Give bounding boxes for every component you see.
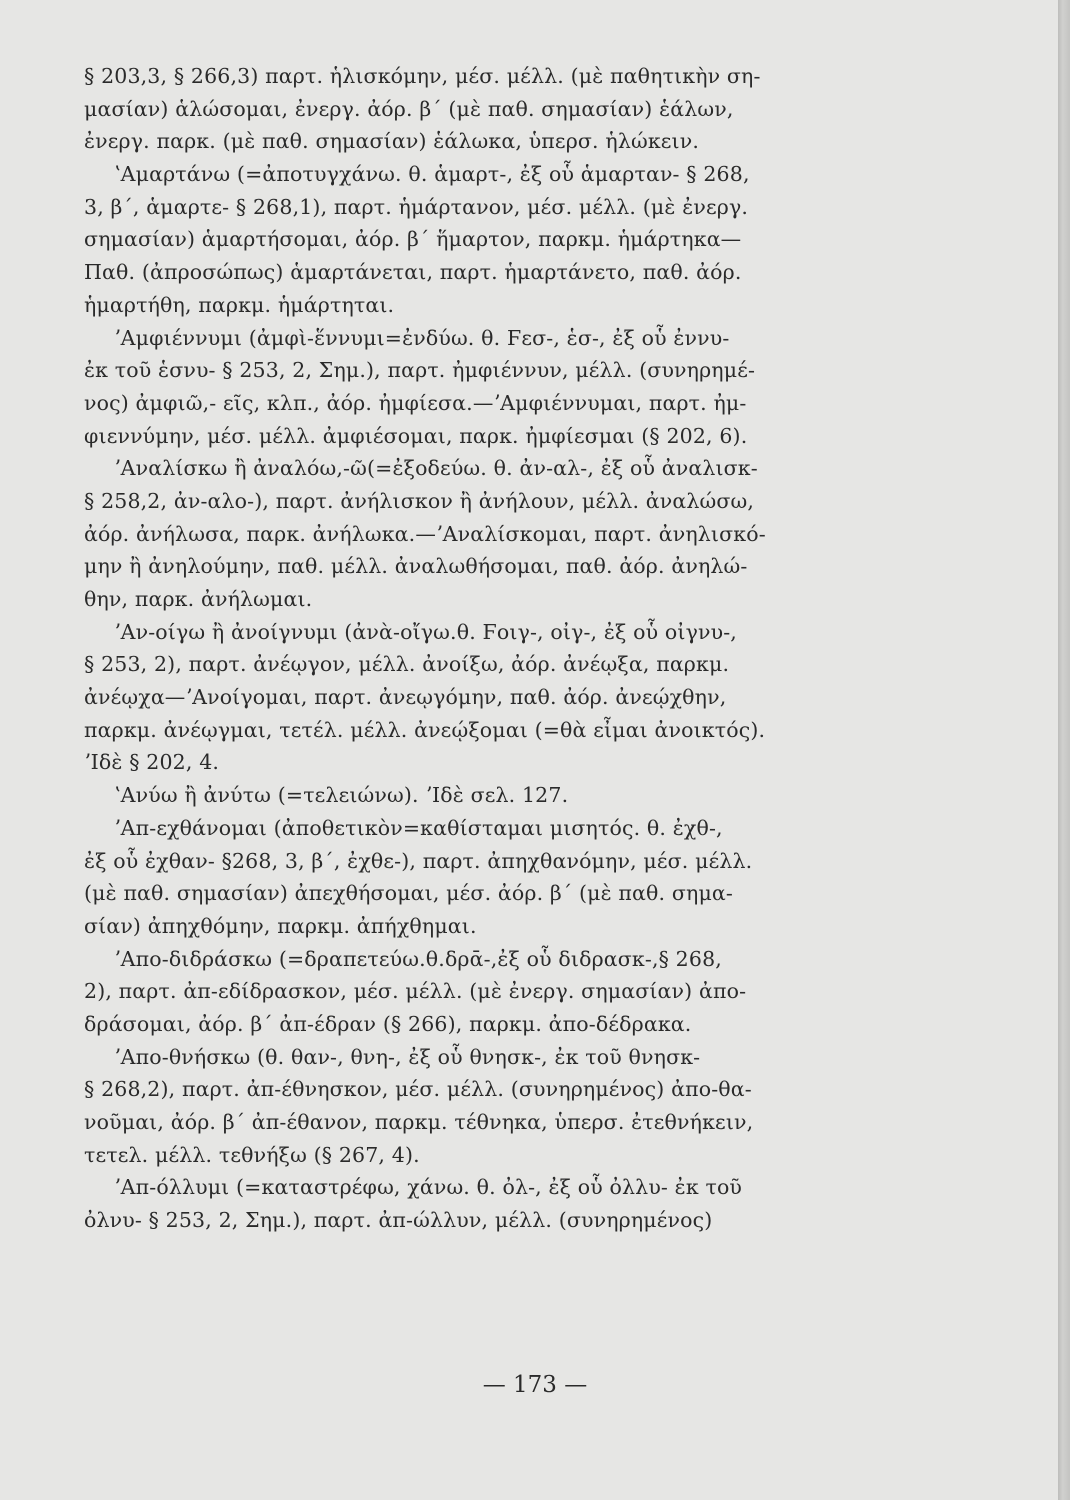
text-line: ʼΑπ-εχθάνομαι (ἀποθετικὸν=καθίσταμαι μισητός. θ. ἐχθ-,: [114, 815, 723, 840]
text-line: μασίαν) ἁλώσομαι, ἐνεργ. ἀόρ. β΄ (μὲ παθ. σημασίαν) ἑάλων,: [84, 96, 734, 121]
text-line: μην ἢ ἀνηλούμην, παθ. μέλλ. ἀναλωθήσομαι, παθ. ἀόρ. ἀνηλώ-: [84, 554, 748, 579]
text-line: § 253, 2), παρτ. ἀνέῳγον, μέλλ. ἀνοίξω, ἀόρ. ἀνέῳξα, παρκμ.: [84, 652, 730, 677]
text-line: (μὲ παθ. σημασίαν) ἀπεχθήσομαι, μέσ. ἀόρ. β΄ (μὲ παθ. σημα-: [84, 881, 733, 906]
text-line: ἀόρ. ἀνήλωσα, παρκ. ἀνήλωκα.—ʼΑναλίσκομαι, παρτ. ἀνηλισκό-: [84, 521, 766, 546]
text-line: ʼΑναλίσκω ἢ ἀναλόω,-ῶ(=ἐξοδεύω. θ. ἀν-αλ-, ἐξ οὗ ἀναλισκ-: [114, 456, 758, 481]
text-line: 3, β΄, ἁμαρτε- § 268,1), παρτ. ἡμάρτανον, μέσ. μέλλ. (μὲ ἐνεργ.: [84, 194, 749, 219]
text-line: τετελ. μέλλ. τεθνήξω (§ 267, 4).: [84, 1142, 420, 1167]
text-line: νοῦμαι, ἀόρ. β΄ ἀπ-έθανον, παρκμ. τέθνηκα, ὑπερσ. ἐτεθνήκειν,: [84, 1110, 754, 1134]
text-line: ἐξ οὗ ἐχθαν- §268, 3, β΄, ἐχθε-), παρτ. ἀπηχθανόμην, μέσ. μέλλ.: [84, 848, 753, 873]
page-edge-shadow: [1058, 0, 1070, 1500]
text-line: 2), παρτ. ἀπ-εδίδρασκον, μέσ. μέλλ. (μὲ ἐνεργ. σημασίαν) ἀπο-: [84, 979, 747, 1004]
text-line: ʼΑν-οίγω ἢ ἀνοίγνυμι (ἀνὰ-οἴγω.θ. Ϝοιγ-, οἰγ-, ἐξ οὗ οἰγνυ-,: [114, 619, 737, 644]
text-line: σίαν) ἀπηχθόμην, παρκμ. ἀπήχθημαι.: [84, 913, 477, 938]
text-line: ἐκ τοῦ ἑσνυ- § 253, 2, Σημ.), παρτ. ἠμφιέννυν, μέλλ. (συνηρημέ-: [84, 358, 756, 383]
text-line: ἡμαρτήθη, παρκμ. ἡμάρτηται.: [84, 292, 395, 317]
text-line: § 203,3, § 266,3) παρτ. ἡλισκόμην, μέσ. μέλλ. (μὲ παθητικὴν ση-: [84, 64, 761, 88]
text-line: ʼΑμφιέννυμι (ἀμφὶ-ἕννυμι=ἐνδύω. θ. Ϝεσ-, ἑσ-, ἐξ οὗ ἐννυ-: [114, 325, 730, 350]
text-line: ʽΑμαρτάνω (=ἀποτυγχάνω. θ. ἁμαρτ-, ἐξ οὗ ἁμαρταν- § 268,: [114, 162, 750, 187]
text-line: ʼΙδὲ § 202, 4.: [84, 750, 220, 775]
page-body-text: [84, 60, 940, 1237]
text-line: ἀνέῳχα—ʼΑνοίγομαι, παρτ. ἀνεῳγόμην, παθ. ἀόρ. ἀνεῴχθην,: [84, 685, 727, 710]
text-line: § 268,2), παρτ. ἀπ-έθνησκον, μέσ. μέλλ. (συνηρημένος) ἀπο-θα-: [84, 1077, 752, 1102]
text-line: φιεννύμην, μέσ. μέλλ. ἀμφιέσομαι, παρκ. ἠμφίεσμαι (§ 202, 6).: [84, 423, 748, 448]
text-line: ὀλνυ- § 253, 2, Σημ.), παρτ. ἀπ-ώλλυν, μέλλ. (συνηρημένος): [84, 1208, 713, 1233]
text-line: νος) ἀμφιῶ,- εῖς, κλπ., ἀόρ. ἠμφίεσα.—ʼΑμφιέννυμαι, παρτ. ἠμ-: [84, 390, 747, 415]
text-line: δράσομαι, ἀόρ. β΄ ἀπ-έδραν (§ 266), παρκμ. ἀπο-δέδρακα.: [84, 1011, 692, 1036]
page-number: — 173 —: [482, 1372, 588, 1398]
text-line: σημασίαν) ἁμαρτήσομαι, ἀόρ. β΄ ἥμαρτον, παρκμ. ἡμάρτηκα—: [84, 227, 742, 252]
text-line: παρκμ. ἀνέῳγμαι, τετέλ. μέλλ. ἀνεῴξομαι (=θὰ εἶμαι ἀνοικτός).: [84, 717, 766, 742]
text-line: § 258,2, ἀν-αλο-), παρτ. ἀνήλισκον ἢ ἀνήλουν, μέλλ. ἀναλώσω,: [84, 488, 755, 513]
text-line: Παθ. (ἀπροσώπως) ἁμαρτάνεται, παρτ. ἡμαρτάνετο, παθ. ἀόρ.: [84, 260, 742, 285]
text-line: ʽΑνύω ἢ ἀνύτω (=τελειώνω). ʼΙδὲ σελ. 127.: [114, 783, 569, 808]
text-line: ʼΑπ-όλλυμι (=καταστρέφω, χάνω. θ. ὀλ-, ἐξ οὗ ὀλλυ- ἐκ τοῦ: [114, 1175, 743, 1200]
text-line: ἐνεργ. παρκ. (μὲ παθ. σημασίαν) ἑάλωκα, ὑπερσ. ἡλώκειν.: [84, 129, 700, 154]
text-line: ʼΑπο-διδράσκω (=δραπετεύω.θ.δρᾱ-,ἐξ οὗ διδρασκ-,§ 268,: [114, 946, 722, 971]
text-line: θην, παρκ. ἀνήλωμαι.: [84, 587, 313, 611]
text-line: ʼΑπο-θνήσκω (θ. θαν-, θνη-, ἐξ οὗ θνησκ-, ἐκ τοῦ θνησκ-: [114, 1044, 701, 1069]
